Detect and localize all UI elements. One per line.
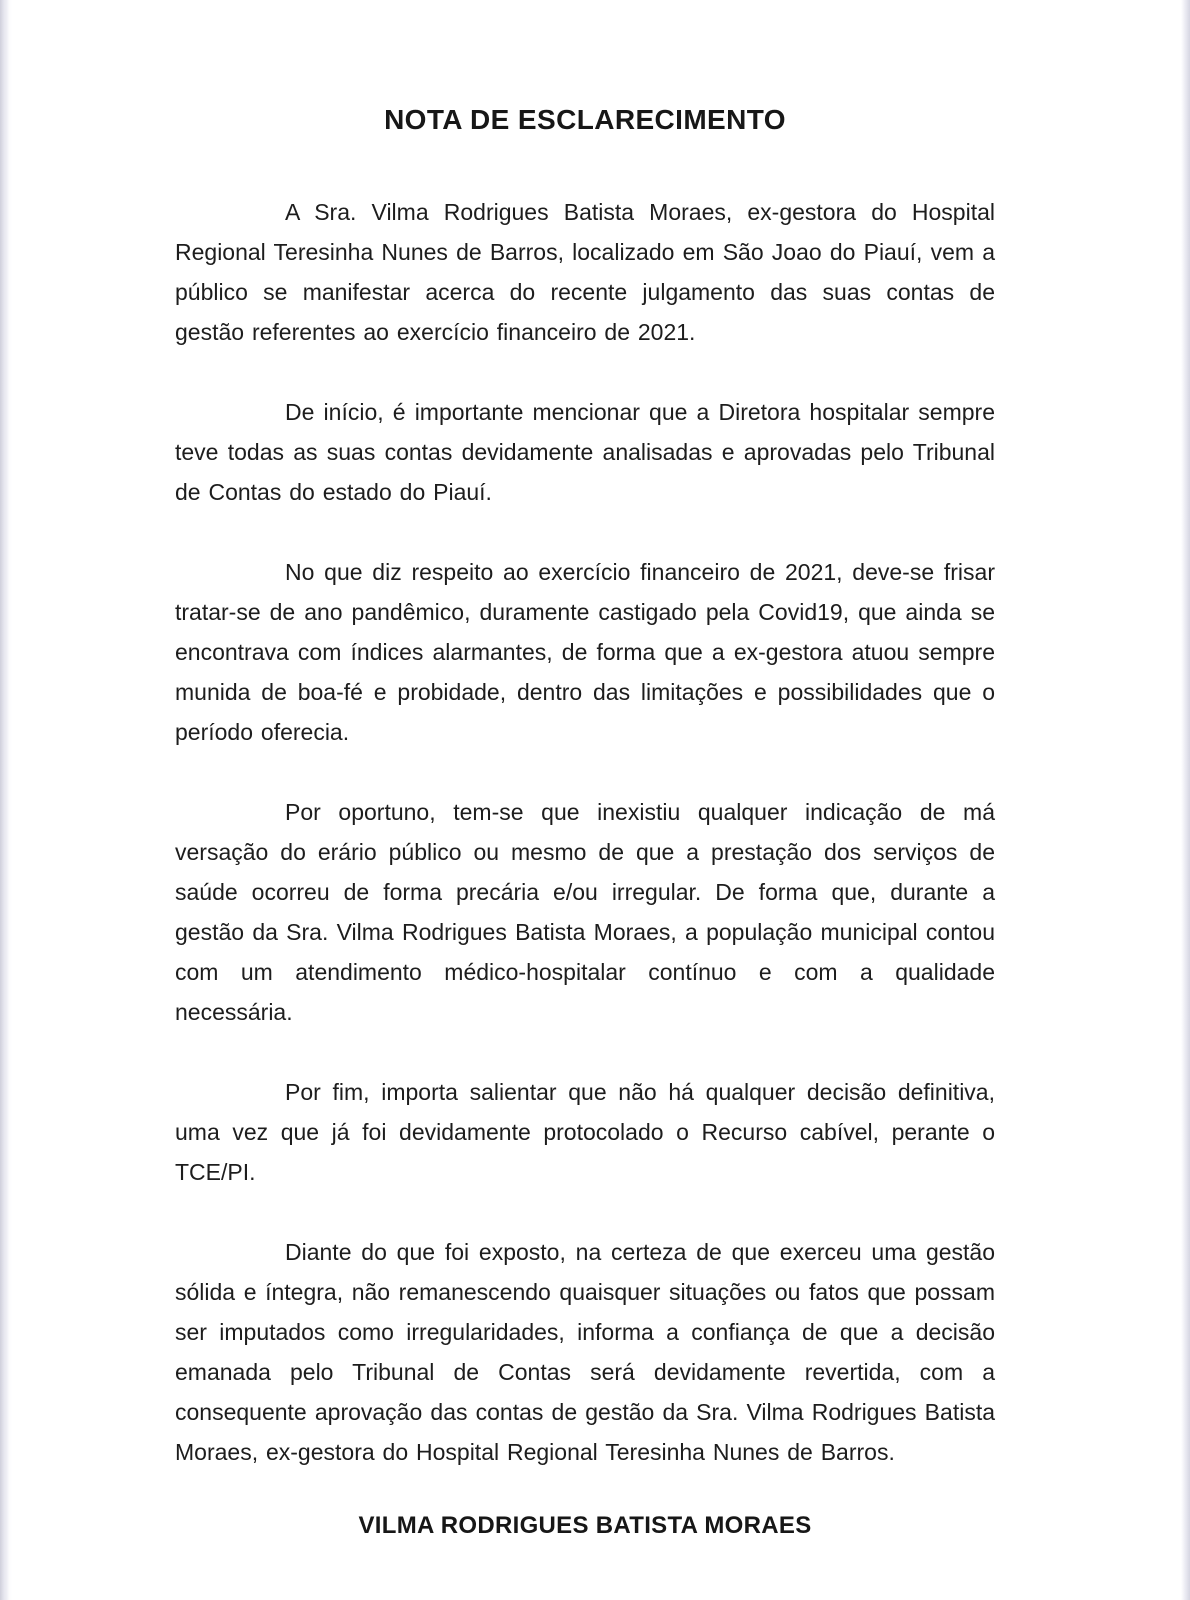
page-left-edge-shadow <box>0 0 12 1600</box>
document-title: NOTA DE ESCLARECIMENTO <box>384 104 786 135</box>
paragraph-intro: A Sra. Vilma Rodrigues Batista Moraes, ex-gestora do Hospital Regional Teresinha Nunes de Barros, localizado em São Joao do Piauí, vem a público se manifestar acerca do recente julgamento das suas contas de gestão referentes ao exercício financeiro de 2021. <box>175 199 995 345</box>
paragraph-conclusion: Diante do que foi exposto, na certeza de que exerceu uma gestão sólida e íntegra, não remanescendo quaisquer situações ou fatos que possam ser imputados como irregularidades, informa a confiança de que a decisão emanada pelo Tribunal de Contas será devidamente revertida, com a consequente aprovação das contas de gestão da Sra. Vilma Rodrigues Batista Moraes, ex-gestora do Hospital Regional Teresinha Nunes de Barros. <box>175 1239 995 1465</box>
paragraph-pandemic-context: No que diz respeito ao exercício financeiro de 2021, deve-se frisar tratar-se de ano pandêmico, duramente castigado pela Covid19, que ainda se encontrava com índices alarmantes, de forma que a ex-gestora atuou sempre munida de boa-fé e probidade, dentro das limitações e possibilidades que o período oferecia. <box>175 559 995 745</box>
paragraph-accounts-approved: De início, é importante mencionar que a Diretora hospitalar sempre teve todas as suas contas devidamente analisadas e aprovadas pelo Tribunal de Contas do estado do Piauí. <box>175 399 995 505</box>
document-content <box>175 104 995 1540</box>
paragraph-appeal-filed: Por fim, importa salientar que não há qualquer decisão definitiva, uma vez que já foi devidamente protocolado o Recurso cabível, perante o TCE/PI. <box>175 1079 995 1185</box>
page-right-edge-shadow <box>1181 0 1190 1600</box>
signature-name: VILMA RODRIGUES BATISTA MORAES <box>358 1512 812 1539</box>
paragraph-no-irregularity: Por oportuno, tem-se que inexistiu qualquer indicação de má versação do erário público ou mesmo de que a prestação dos serviços de saúde ocorreu de forma precária e/ou irregular. De forma que, durante a gestão da Sra. Vilma Rodrigues Batista Moraes, a população municipal contou com um atendimento médico-hospitalar contínuo e com a qualidade necessária. <box>175 799 995 1025</box>
